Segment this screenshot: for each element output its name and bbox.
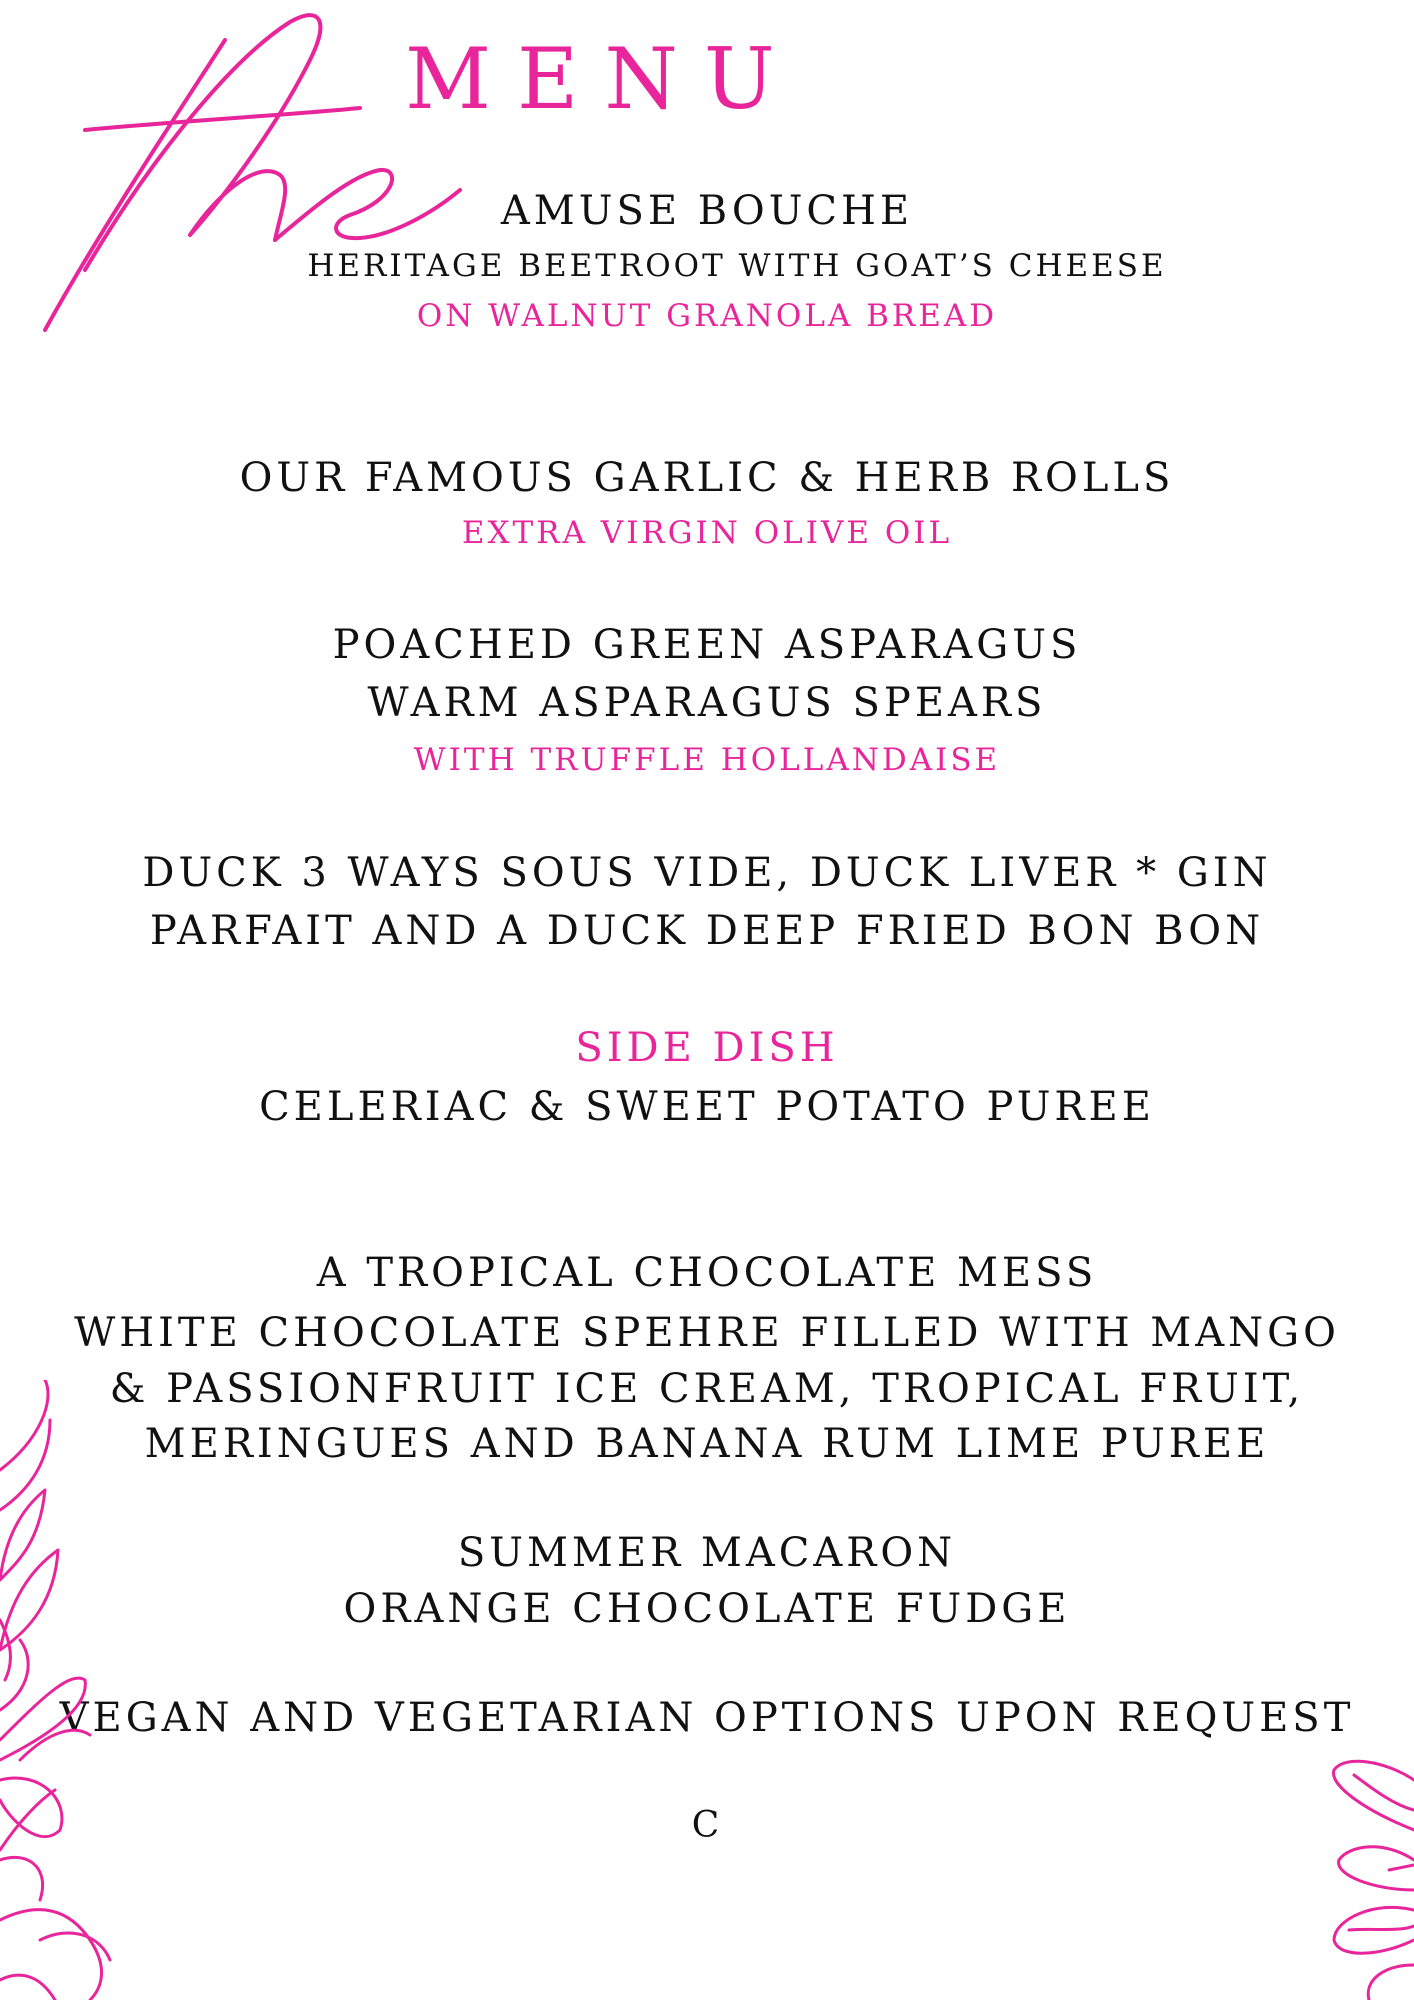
asparagus-line-2: WITH TRUFFLE HOLLANDAISE: [413, 742, 1001, 778]
rolls-title: OUR FAMOUS GARLIC & HERB ROLLS: [239, 455, 1175, 501]
dessert-line-2: & PASSIONFRUIT ICE CREAM, TROPICAL FRUIT,: [109, 1366, 1305, 1412]
dessert-title: A TROPICAL CHOCOLATE MESS: [316, 1250, 1098, 1296]
dessert-line-1: WHITE CHOCOLATE SPEHRE FILLED WITH MANGO: [74, 1310, 1340, 1356]
floral-right-decoration: [1304, 1750, 1414, 2000]
dessert-line-3: MERINGUES AND BANANA RUM LIME PUREE: [144, 1421, 1270, 1467]
floral-left-decoration: [0, 1380, 140, 2000]
dietary-note: VEGAN AND VEGETARIAN OPTIONS UPON REQUEST: [59, 1695, 1355, 1741]
footer-mark: C: [691, 1805, 723, 1846]
duck-line-1: DUCK 3 WAYS SOUS VIDE, DUCK LIVER * GIN: [142, 850, 1272, 896]
amuse-title: AMUSE BOUCHE: [500, 188, 914, 234]
asparagus-title: POACHED GREEN ASPARAGUS: [332, 622, 1082, 668]
amuse-line-1: HERITAGE BEETROOT WITH GOAT’S CHEESE: [307, 248, 1167, 284]
rolls-line-1: EXTRA VIRGIN OLIVE OIL: [461, 515, 953, 551]
side-line-1: CELERIAC & SWEET POTATO PUREE: [259, 1084, 1155, 1130]
asparagus-line-1: WARM ASPARAGUS SPEARS: [367, 680, 1047, 726]
side-title: SIDE DISH: [575, 1025, 839, 1071]
amuse-line-2: ON WALNUT GRANOLA BREAD: [416, 298, 998, 334]
duck-line-2: PARFAIT AND A DUCK DEEP FRIED BON BON: [149, 908, 1265, 954]
petit-line-2: ORANGE CHOCOLATE FUDGE: [343, 1586, 1071, 1632]
petit-line-1: SUMMER MACARON: [457, 1530, 957, 1576]
menu-title: MENU: [405, 30, 801, 128]
